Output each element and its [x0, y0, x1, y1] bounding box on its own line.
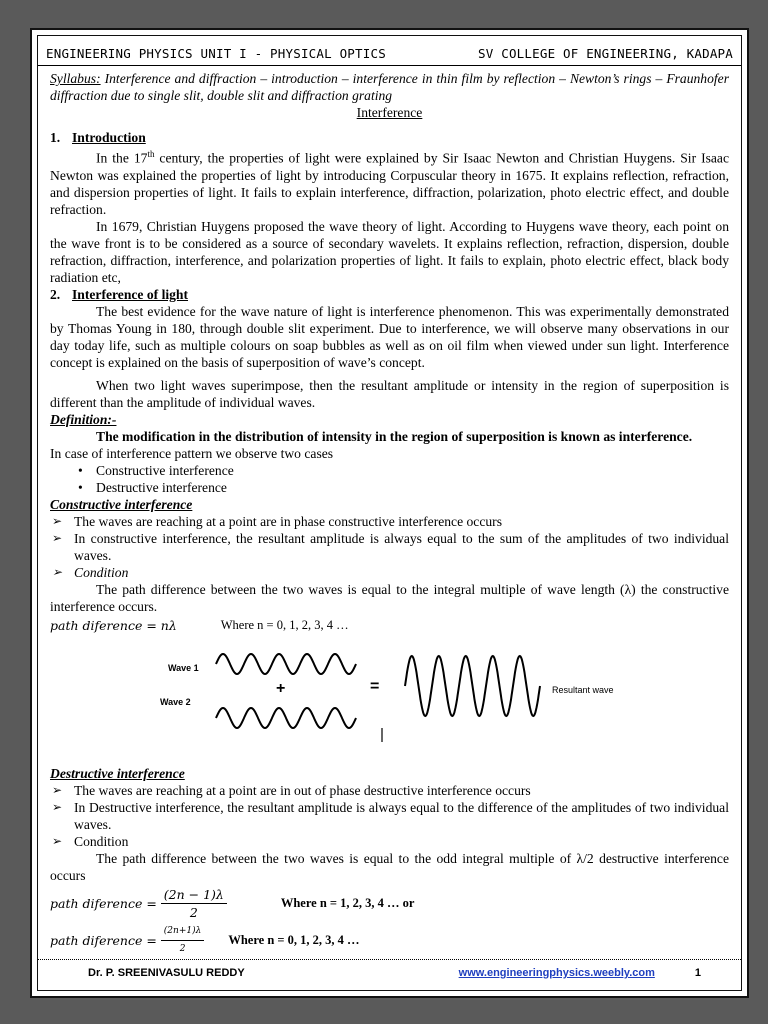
resultant-wave-curve: [405, 656, 540, 716]
syllabus-label: Syllabus:: [50, 71, 101, 86]
page-content: [50, 70, 729, 958]
equals-sign: =: [370, 677, 380, 695]
section-1-heading: 1. Introduction: [50, 130, 146, 145]
fraction: $\frac{(2n+1)\lambda}{2}$: [161, 923, 205, 958]
wave-1-label: Wave 1: [168, 662, 199, 673]
list-item: ➢ The waves are reaching at a point are in phase constructive interference occurs: [74, 513, 729, 530]
header-rule: [38, 65, 741, 66]
footer-author: Dr. P. SREENIVASULU REDDY: [88, 967, 245, 979]
section-1-paragraph-1: In the 17th century, the properties of light were explained by Sir Isaac Newton and Christian Huygens. Sir Isaac Newton was explained the properties of light by introducing Corpuscular theory in 1675. It explains reflection, refraction, and dispersion properties of light. It fails to explain interference, diffraction, polarization, photo electric effect, and double refraction.: [50, 149, 729, 217]
syllabus: [50, 70, 729, 104]
section-2-paragraph-2: When two light waves superimpose, then the resultant amplitude or intensity in the region of superposition is different than the amplitude of individual waves.: [50, 377, 729, 410]
resultant-wave-label: Resultant wave: [552, 684, 614, 695]
list-item: ➢ Condition: [74, 564, 729, 581]
wave-drawings: [50, 640, 610, 760]
section-1-paragraph-2: In 1679, Christian Huygens proposed the wave theory of light. According to Huygens wave theory, each point on the wave front is to be considered as a source of secondary wavelets. It explains reflection, refraction, dispersion, double refraction, diffraction, interference, and polarization properties of light. It fails to explain, photo electric effect, black body radiation etc,: [50, 218, 729, 285]
header-left: ENGINEERING PHYSICS UNIT I - PHYSICAL OPTICS: [46, 46, 386, 61]
footer-website-link[interactable]: www.engineeringphysics.weebly.com: [458, 967, 655, 979]
destructive-condition-text: The path difference between the two waves is equal to the odd integral multiple of λ/2 destructive interference occurs: [50, 850, 729, 883]
interference-diagram: [50, 640, 729, 765]
list-item: ➢ In constructive interference, the resultant amplitude is always equal to the sum of the amplitudes of two individual waves.: [74, 530, 729, 564]
constructive-formula-where: Where n = 0, 1, 2, 3, 4 …: [220, 617, 349, 632]
page-number: 1: [694, 967, 701, 979]
wave-2-curve: [216, 708, 356, 728]
definition-text: The modification in the distribution of intensity in the region of superposition is known as interference.: [96, 428, 693, 444]
constructive-formula: [50, 617, 729, 634]
list-item: • Constructive interference: [96, 462, 729, 479]
plus-sign: +: [276, 679, 286, 697]
constructive-points: [50, 513, 729, 581]
page-title: Interference: [356, 105, 423, 120]
page-footer: [88, 964, 701, 982]
definition-label: Definition:-: [50, 411, 117, 427]
list-item: ➢ In Destructive interference, the resultant amplitude is always equal to the difference of the amplitudes of two individual waves.: [74, 799, 729, 833]
cases-list: [50, 462, 729, 496]
destructive-heading: Destructive interference: [50, 765, 185, 781]
header-right: SV COLLEGE OF ENGINEERING, KADAPA: [478, 46, 733, 61]
list-item: • Destructive interference: [96, 479, 729, 496]
constructive-formula-expression: path diference = nλ: [50, 617, 177, 633]
document-page: [30, 28, 749, 998]
fraction: $\frac{(2n - 1)\lambda}{2}$: [161, 886, 227, 921]
section-2-heading: 2. Interference of light: [50, 286, 189, 302]
destructive-formula-2: path diference = $\frac{(2n+1)\lambda}{2}$ Where n = 0, 1, 2, 3, 4 …: [50, 923, 729, 958]
wave-1-curve: [216, 654, 356, 674]
destructive-formula-1: path diference = $\frac{(2n - 1)\lambda}{2}$ Where n = 1, 2, 3, 4 … or: [50, 886, 415, 920]
wave-2-label: Wave 2: [160, 696, 191, 707]
constructive-condition-text: The path difference between the two waves is equal to the integral multiple of wave length (λ) the constructive interference occurs.: [50, 581, 729, 614]
destructive-points: [50, 782, 729, 850]
cases-intro: In case of interference pattern we observe two cases: [50, 445, 334, 461]
section-2-paragraph-1: The best evidence for the wave nature of light is interference phenomenon. This was experimentally demonstrated by Thomas Young in 180, through double slit experiment. Due to interference, we will observe many observations in our day today life, such as multiple colours on soap bubbles as well as on oil film when viewed under sun light. Interference concept is explained on the basis of superposition of wave’s concept.: [50, 303, 729, 370]
page-inner-border: [37, 35, 742, 991]
syllabus-text: Interference and diffraction – introduction – interference in thin film by reflection – Newton’s rings – Fraunhofer diffraction due to single slit, double slit and diffraction grating: [50, 71, 729, 103]
constructive-heading: Constructive interference: [50, 496, 193, 512]
footer-rule: [38, 959, 741, 960]
list-item: ➢ The waves are reaching at a point are in out of phase destructive interference occurs: [74, 782, 729, 799]
list-item: ➢ Condition: [74, 833, 729, 850]
